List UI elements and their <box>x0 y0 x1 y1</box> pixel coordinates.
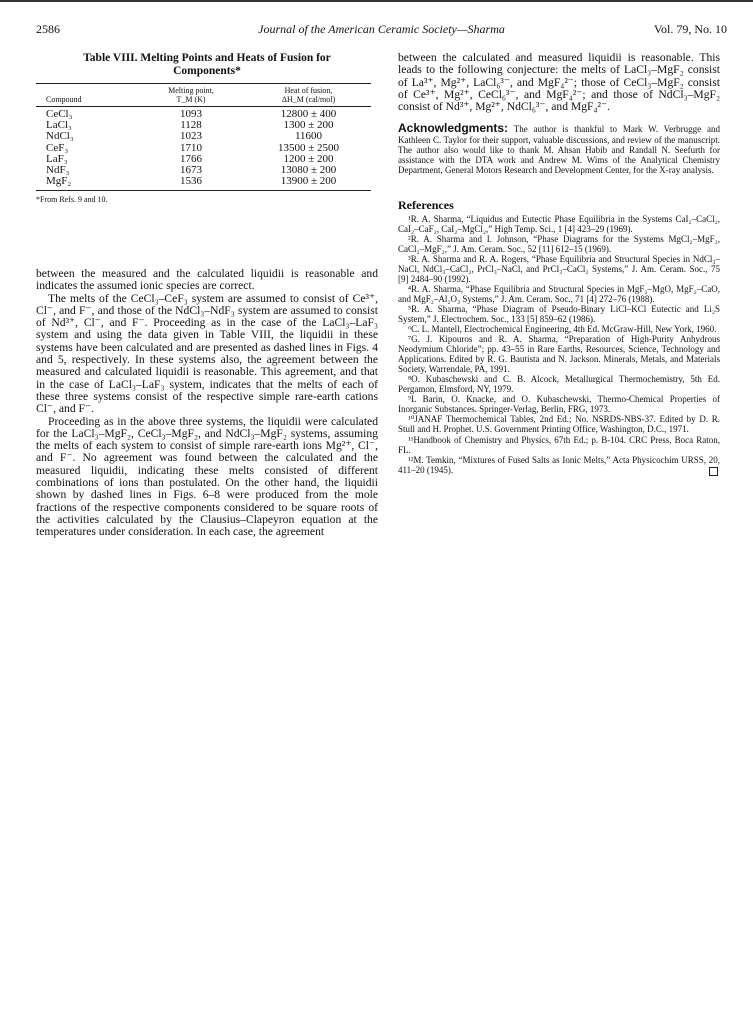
table-row: LaCl₃ 1128 1300 ± 200 <box>46 119 334 132</box>
header-heat-of-fusion: Heat of fusion, ΔH_M (cal/mol) <box>281 86 336 104</box>
references-list <box>398 214 720 475</box>
header-melting-point: Melting point, T_M (K) <box>168 86 214 104</box>
table-row: NdCl₃ 1023 11600 <box>46 130 323 143</box>
right-body-text <box>398 52 720 113</box>
right-column <box>398 52 720 476</box>
reference-item: ⁸O. Kubaschewski and C. B. Alcock, Metallurgical Thermochemistry, 5th Ed. Pergamon, Elmsford, NY, 1979. <box>398 374 720 395</box>
reference-item: ⁵R. A. Sharma, “Phase Diagram of Pseudo-Binary LiCl–KCl Eutectic and Li₂S System,” J. Electrochem. Soc., 133 [5] 859–62 (1986). <box>398 303 720 324</box>
table-row: CeCl₃ 1093 12800 ± 400 <box>46 108 337 120</box>
table-row: LaF₃ 1766 1200 ± 200 <box>46 152 334 165</box>
reference-item: ⁹I. Barin, O. Knacke, and O. Kubaschewski, Thermo-Chemical Properties of Inorganic Substances. Springer-Verlag, Berlin, FRG, 1973. <box>398 394 720 415</box>
volume-issue: Vol. 79, No. 10 <box>653 22 727 36</box>
reference-item: ⁴R. A. Sharma, “Phase Equilibria and Structural Species in MgF₂–MgO, MgF₂–CaO, and MgF₂–Al₂O₃ Systems,” J. Am. Ceram. Soc., 71 [4] 272–76 (1988). <box>398 283 720 304</box>
acknowledgments <box>398 123 720 175</box>
melting-points-table <box>36 83 371 191</box>
references-heading: References <box>398 197 454 212</box>
reference-item: ¹²M. Temkin, “Mixtures of Fused Salts as Ionic Melts,” Acta Physicochim URSS, 20, 411–20 (1945). <box>398 454 720 475</box>
reference-item: ⁶C. L. Mantell, Electrochemical Engineering, 4th Ed. McGraw-Hill, New York, 1960. <box>408 324 717 335</box>
table-footnote: *From Refs. 9 and 10. <box>36 195 108 205</box>
top-rule <box>0 0 753 2</box>
paragraph: Proceeding as in the above three systems, the liquidii were calculated for the LaCl₃–MgF₂, CeCl₃–MgF₂, and NdCl₃–MgF₂ systems, assuming the melts of each system to consist of simple rare-earth ions Mg²⁺, Cl⁻, and F⁻. No agreement was found between the calculated and the measured liquidii, indicating these melts consisted of different combinations of ions than postulated. On the other hand, the liquidii shown by dashed lines in Figs. 6–8 were produced from the mole fractions of the respective components considered to be square roots of the activities calculated by the Clausius–Clapeyron equation at the temperatures under consideration. In each case, the agreement <box>36 414 378 539</box>
left-body-text <box>36 268 378 539</box>
end-of-article-mark <box>709 467 718 476</box>
running-header <box>36 22 727 38</box>
paragraph: The melts of the CeCl₃–CeF₃ system are assumed to consist of Ce³⁺, Cl⁻, and F⁻, and those of the NdCl₃–NdF₃ system are assumed to consist of Nd³⁺, Cl⁻, and F⁻. Proceeding as in the case of the LaCl₃–LaF₃ system and using the data given in Table VIII, the liquidii in these systems have been calculated and are presented as dashed lines in Figs. 4 and 5, respectively. In these systems also, the agreement between the measured and calculated liquidii is reasonable. This agreement, and that in the case of LaCl₃–LaF₃ system, indicates that the melts of each of these three systems consist of the respective simple rare-earth cations Cl⁻, and F⁻. <box>36 291 378 416</box>
left-column <box>36 52 378 539</box>
table-body <box>36 107 371 191</box>
journal-title: Journal of the American Ceramic Society—Sharma <box>258 22 505 36</box>
paragraph: between the measured and the calculated liquidii is reasonable and indicates the assumed ionic species are correct. <box>36 267 378 293</box>
paragraph: between the calculated and measured liquidii is reasonable. This leads to the following conjecture: the melts of LaCl₃–MgF₂ consist of La³⁺, Mg²⁺, LaCl₆³⁻, and MgF₄²⁻; those of CeCl₃–MgF₂ consist of Ce³⁺, Mg²⁺, CeCl₆³⁻, and MgF₄²⁻; and those of NdCl₃–MgF₂ consist of Nd³⁺, Mg²⁺, NdCl₆³⁻, and MgF₄²⁻. <box>398 51 720 114</box>
reference-item: ³R. A. Sharma and R. A. Rogers, “Phase Equilibria and Structural Species in NdCl₃–NaCl, NdCl₃–CaCl₂, PrCl₃–NaCl, and PrCl₃–CaCl₂ Systems,” J. Am. Ceram. Soc., 75 [9] 2484–90 (1992). <box>398 253 720 284</box>
reference-item: ⁷G. J. Kipouros and R. A. Sharma, “Preparation of High-Purity Anhydrous Neodymium Chloride”; pp. 43–55 in Rare Earths, Resources, Science, Technology and Applications. Edited by R. G. Bautista and N. Jackson. Minerals, Metals, and Materials Society, Warrendale, PA, 1991. <box>398 334 720 375</box>
reference-item: ²R. A. Sharma and I. Johnson, “Phase Diagrams for the Systems MgCl₂–MgF₂, CaCl₂–MgF₂,” J. Am. Ceram. Soc., 52 [11] 612–15 (1969). <box>398 233 720 254</box>
table-header-row <box>36 84 371 107</box>
reference-item: ¹⁰JANAF Thermochemical Tables, 2nd Ed.; No. NSRDS-NBS-37. Edited by D. R. Stull and H. Prophet. U.S. Government Printing Office, Washington, D.C., 1971. <box>398 414 720 435</box>
table-caption: Table VIII. Melting Points and Heats of Fusion for Components* <box>83 52 331 77</box>
table-row: NdF₃ 1673 13080 ± 200 <box>46 164 337 177</box>
acknowledgments-text: The author is thankful to Mark W. Verbrugge and Kathleen C. Taylor for their support, valuable discussions, and review of the manuscript. The author also would like to thank M. Ahsan Habib and Randall N. Seefurth for assistance with the DTA work and Andrew M. Wims of the Analytical Chemistry Department, General Motors Research and Development Center, for the X-ray analysis. <box>398 124 720 176</box>
table-row: CeF₃ 1710 13500 ± 2500 <box>46 141 340 154</box>
page-number: 2586 <box>36 22 60 36</box>
table-row: MgF₂ 1536 13900 ± 200 <box>36 176 371 191</box>
reference-item: ¹R. A. Sharma, “Liquidus and Eutectic Phase Equilibria in the Systems CaI₂–CaCl₂, CaI₂–CaF₂, CaI₂–MgCl₂,” High Temp. Sci., 1 [4] 423–29 (1969). <box>398 213 720 234</box>
reference-item: ¹¹Handbook of Chemistry and Physics, 67th Ed.; p. B-104. CRC Press, Boca Raton, FL. <box>398 434 720 455</box>
header-compound: Compound <box>46 95 82 104</box>
acknowledgments-heading: Acknowledgments: <box>398 121 509 136</box>
